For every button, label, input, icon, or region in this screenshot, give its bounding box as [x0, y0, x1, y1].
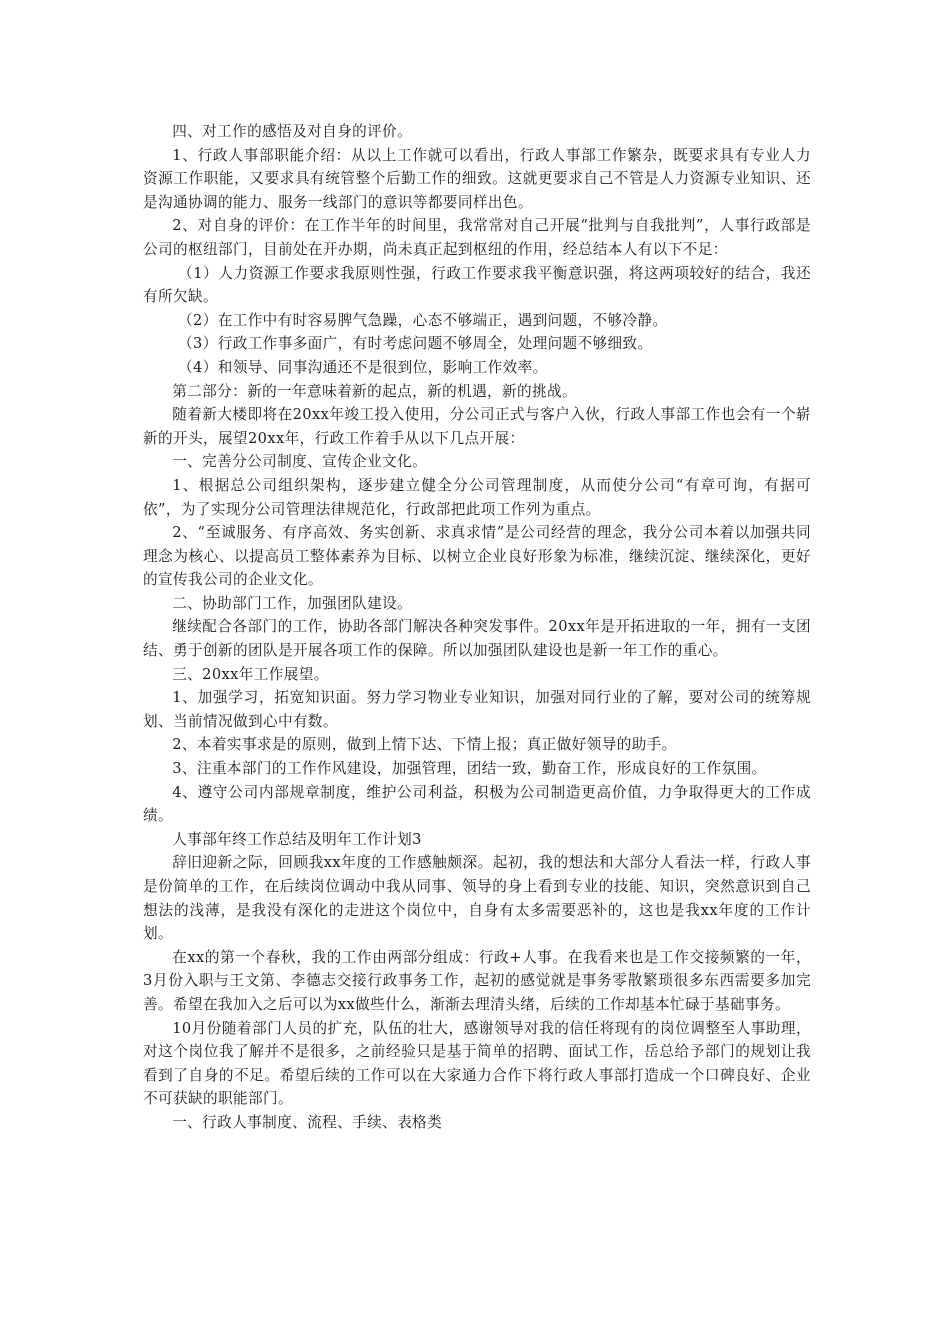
- paragraph: 1、根据总公司组织架构，逐步建立健全分公司管理制度，从而使分公司“有章可询，有据可依”，为了实现分公司管理法律规范化，行政部把此项工作列为重点。: [143, 476, 811, 518]
- section-heading: 一、完善分公司制度、宣传企业文化。: [172, 453, 428, 471]
- list-item: （2）在工作中有时容易脾气急躁，心态不够端正，遇到问题，不够冷静。: [178, 311, 668, 329]
- document-page: [143, 120, 811, 1135]
- section-heading: 三、20xx年工作展望。: [172, 665, 329, 683]
- section-heading-reflection: 四、对工作的感悟及对自身的评价。: [172, 123, 413, 140]
- paragraph: 3、注重本部门的工作作风建设，加强管理，团结一致，勤奋工作，形成良好的工作氛围。: [172, 760, 767, 778]
- paragraph: 10月份随着部门人员的扩充，队伍的壮大，感谢领导对我的信任将现有的岗位调整至人事助理，对这个岗位我了解并不是很多，之前经验只是基于简单的招聘、面试工作，岳总给予部门的规划让我看到了自身的不足。希望后续的工作可以在大家通力合作下将行政人事部打造成一个口碑良好、企业不可获缺的职能部门。: [143, 1019, 811, 1108]
- paragraph: 4、遵守公司内部规章制度，维护公司利益，积极为公司制造更高价值，力争取得更大的工作成绩。: [143, 783, 811, 825]
- section-heading: 二、协助部门工作，加强团队建设。: [172, 594, 413, 612]
- list-item: （4）和领导、同事沟通还不是很到位，影响工作效率。: [178, 358, 548, 376]
- paragraph: 1、行政人事部职能介绍：从以上工作就可以看出，行政人事部工作繁杂，既要求具有专业人力资源工作职能，又要求具有统管整个后勤工作的细致。这就更要求自己不管是人力资源专业知识、还是沟通协调的能力、服务一线部门的意识等都要同样出色。: [143, 146, 811, 211]
- paragraph: 1、加强学习，拓宽知识面。努力学习物业专业知识，加强对同行业的了解，要对公司的统筹规划、当前情况做到心中有数。: [143, 689, 811, 730]
- paragraph: 随着新大楼即将在20xx年竣工投入使用，分公司正式与客户入伙，行政人事部工作也会有一个崭新的开头，展望20xx年，行政工作着手从以下几点开展：: [143, 406, 811, 447]
- paragraph: 在xx的第一个春秋，我的工作由两部分组成：行政+人事。在我看来也是工作交接频繁的一年，3月份入职与王文第、李德志交接行政事务工作，起初的感觉就是事务零散繁琐很多东西需要多加完善。希望在我加入之后可以为xx做些什么，渐渐去理清头绪，后续的工作却基本忙碌于基础事务。: [143, 948, 811, 1013]
- list-item: （3）行政工作事多面广，有时考虑问题不够周全，处理问题不够细致。: [178, 335, 653, 353]
- section-heading: 一、行政人事制度、流程、手续、表格类: [172, 1113, 443, 1131]
- section-heading-part-two: 第二部分：新的一年意味着新的起点，新的机遇，新的挑战。: [172, 382, 578, 400]
- list-item: （1）人力资源工作要求我原则性强，行政工作要求我平衡意识强，将这两项较好的结合，我还有所欠缺。: [143, 264, 811, 306]
- paragraph: 继续配合各部门的工作，协助各部门解决各种突发事件。20xx年是开拓进取的一年，拥有一支团结、勇于创新的团队是开展各项工作的保障。所以加强团队建设也是新一年工作的重心。: [143, 618, 811, 660]
- paragraph: 2、“至诚服务、有序高效、务实创新、求真求情”是公司经营的理念，我分公司本着以加强共同理念为核心、以提高员工整体素养为目标、以树立企业良好形象为标准，继续沉淀、继续深化，更好的宣传我公司的企业文化。: [143, 524, 811, 589]
- paragraph: 辞旧迎新之际，回顾我xx年度的工作感触颇深。起初，我的想法和大部分人看法一样，行政人事是份简单的工作，在后续岗位调动中我从同事、领导的身上看到专业的技能、知识，突然意识到自己想法的浅薄，是我没有深化的走进这个岗位中，自身有太多需要恶补的，这也是我xx年度的工作计划。: [143, 854, 811, 943]
- document-title-3: 人事部年终工作总结及明年工作计划3: [172, 830, 422, 848]
- paragraph: 2、对自身的评价：在工作半年的时间里，我常常对自己开展“批判与自我批判”，人事行政部是公司的枢纽部门，目前处在开办期，尚未真正起到枢纽的作用，经总结本人有以下不足：: [143, 217, 811, 258]
- paragraph: 2、本着实事求是的原则，做到上情下达、下情上报；真正做好领导的助手。: [172, 736, 677, 754]
